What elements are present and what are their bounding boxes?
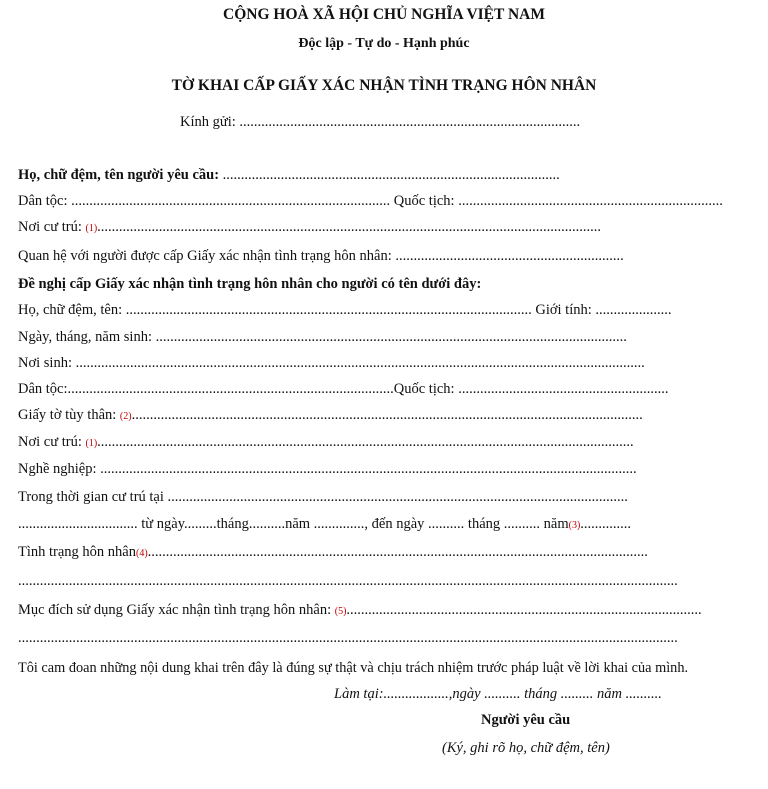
footnote-ref-1b: (1) xyxy=(85,438,98,449)
footnote-ref-4: (4) xyxy=(136,548,148,559)
requester-name-label: Họ, chữ đệm, tên người yêu cầu: xyxy=(18,167,220,183)
subject-residence-label: Nơi cư trú: xyxy=(18,434,82,450)
requester-residence-row xyxy=(18,219,601,236)
signer-note: (Ký, ghi rõ họ, chữ đệm, tên) xyxy=(442,740,610,756)
subject-status-label: Tình trạng hôn nhân xyxy=(18,544,136,560)
subject-id-doc-label: Giấy tờ tùy thân: xyxy=(18,407,117,423)
form-title: TỜ KHAI CẤP GIẤY XÁC NHẬN TÌNH TRẠNG HÔN NHÂN xyxy=(171,77,597,94)
signer-title: Người yêu cầu xyxy=(481,712,571,728)
subject-purpose-label: Mục đích sử dụng Giấy xác nhận tình trạng hôn nhân: xyxy=(18,602,332,618)
subject-id-doc-row xyxy=(18,407,643,424)
subject-status-dots: .......................................................................................................................................... xyxy=(147,544,648,560)
requester-name-row xyxy=(18,167,560,184)
national-motto: Độc lập - Tự do - Hạnh phúc xyxy=(298,36,470,51)
declaration-text: Tôi cam đoan những nội dung khai trên đây là đúng sự thật và chịu trách nhiệm trước pháp luật về lời khai của mình. xyxy=(18,660,689,676)
subject-dob-row: Ngày, tháng, năm sinh: .................................................................................................................................. xyxy=(18,329,627,345)
subject-status-row xyxy=(18,544,648,561)
subject-period-row-1: Trong thời gian cư trú tại ............................................................................................................................... xyxy=(18,489,628,505)
subject-purpose-dots: .................................................................................................. xyxy=(346,602,702,618)
subject-id-doc-dots: ............................................................................................................................................. xyxy=(131,407,643,423)
requester-residence-dots: ........................................................................................................................................... xyxy=(97,219,602,235)
requester-residence-label: Nơi cư trú: xyxy=(18,219,82,235)
subject-period-tail: .............. xyxy=(580,516,632,532)
footnote-ref-1: (1) xyxy=(85,223,98,234)
subject-birthplace-row: Nơi sinh: ............................................................................................................................................................. xyxy=(18,355,645,371)
footnote-ref-3: (3) xyxy=(568,520,581,531)
requester-relation-row: Quan hệ với người được cấp Giấy xác nhận tình trạng hôn nhân: ............................................................... xyxy=(18,248,624,264)
requester-name-dots: ............................................................................................. xyxy=(219,167,560,183)
subject-status-row-2: ...................................................................................................................................................................................... xyxy=(18,573,678,589)
subject-ethnicity-row: Dân tộc:..........................................................................................Quốc tịch: .......................................................... xyxy=(18,381,669,397)
subject-purpose-row-2: ...................................................................................................................................................................................... xyxy=(18,630,678,646)
place-date-line: Làm tại:..................,ngày .......... tháng ......... năm .......... xyxy=(334,686,662,702)
national-title: CỘNG HOÀ XÃ HỘI CHỦ NGHĨA VIỆT NAM xyxy=(223,6,545,23)
requester-ethnicity-row: Dân tộc: ........................................................................................ Quốc tịch: ......................................................................... xyxy=(18,193,723,209)
footnote-ref-2: (2) xyxy=(119,411,132,422)
subject-period-row-2 xyxy=(18,516,631,533)
subject-heading: Đề nghị cấp Giấy xác nhận tình trạng hôn nhân cho người có tên dưới đây: xyxy=(18,276,482,292)
subject-occupation-row: Nghề nghiệp: .................................................................................................................................................... xyxy=(18,461,637,477)
footnote-ref-5: (5) xyxy=(334,606,347,617)
subject-name-row: Họ, chữ đệm, tên: ................................................................................................................ Giới tính: ..................... xyxy=(18,302,672,318)
subject-residence-row xyxy=(18,434,634,451)
recipient-line: Kính gửi: .............................................................................................. xyxy=(180,114,581,130)
subject-period-text: ................................. từ ngày.........tháng..........năm .............., đến ngày .......... tháng .......... năm xyxy=(18,516,569,532)
subject-residence-dots: .................................................................................................................................................... xyxy=(97,434,634,450)
subject-purpose-row xyxy=(18,602,702,619)
